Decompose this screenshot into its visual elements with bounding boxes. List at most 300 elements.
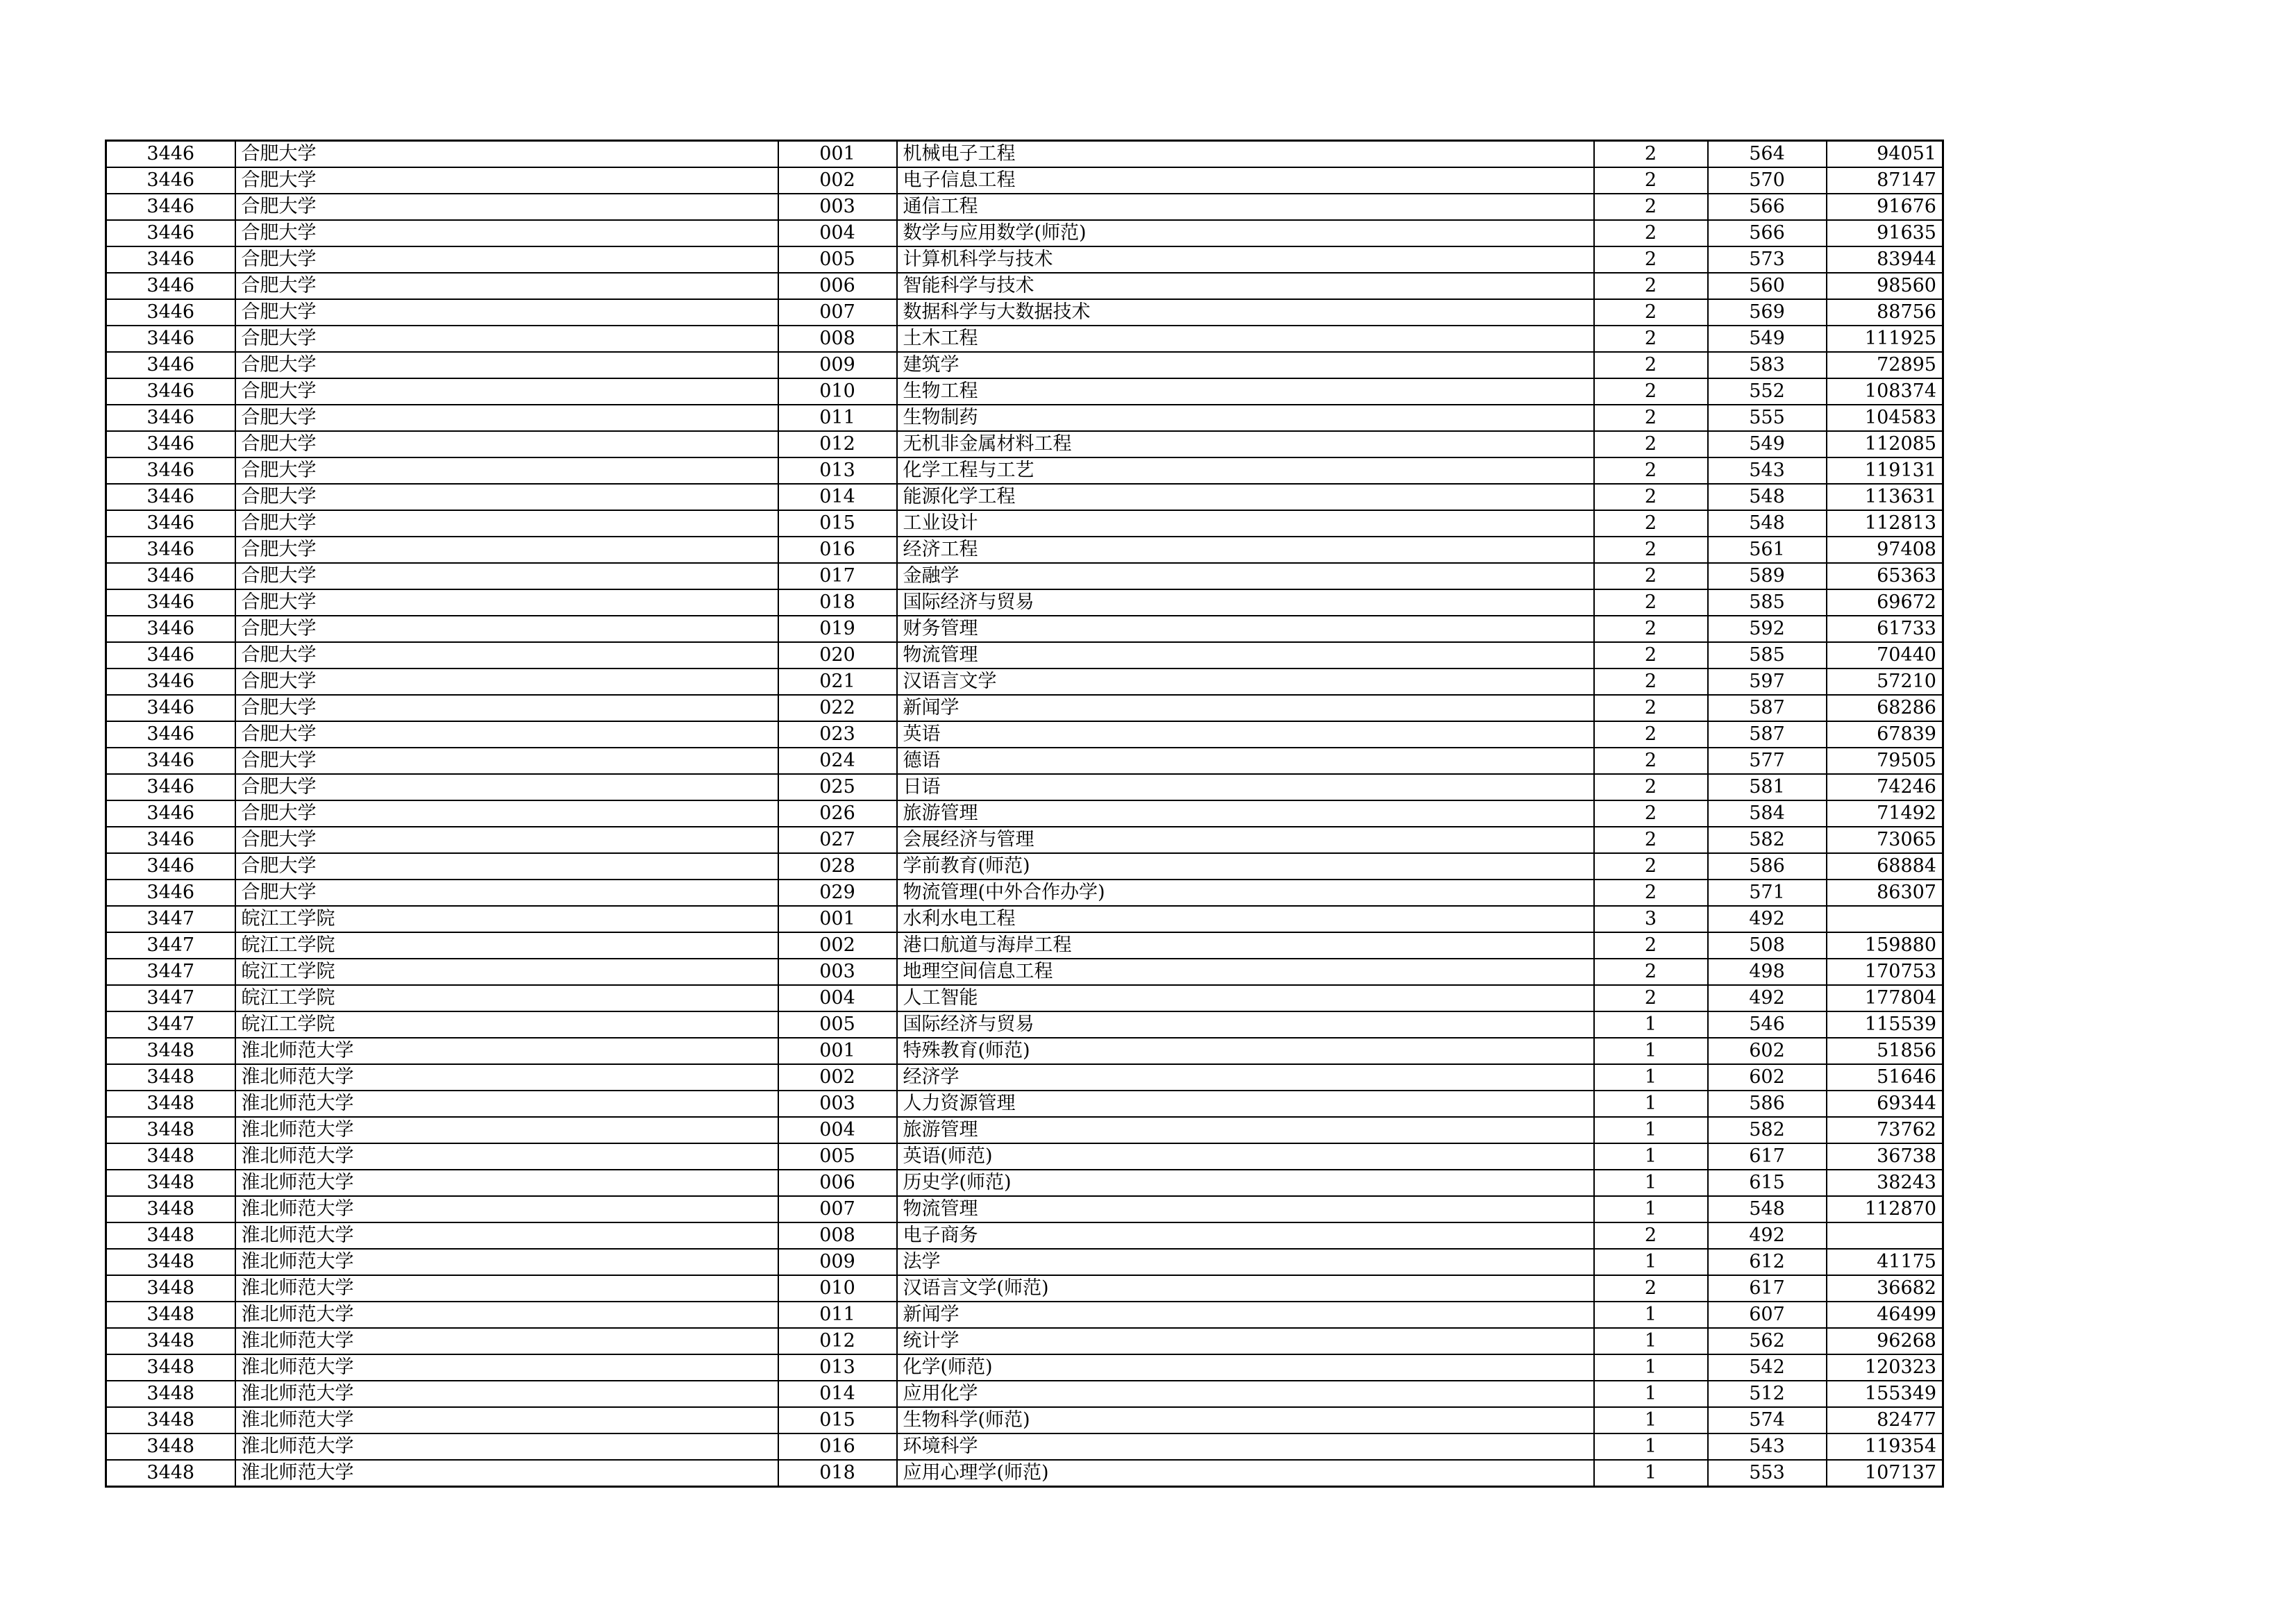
min-rank-cell: 87147 [1827,167,1943,194]
major-code-cell: 027 [778,827,897,853]
major-code-cell: 025 [778,774,897,800]
major-code-cell: 012 [778,1328,897,1354]
min-score-cell: 553 [1708,1460,1827,1487]
major-code-cell: 018 [778,1460,897,1487]
major-name-cell: 人力资源管理 [897,1091,1594,1117]
min-rank-cell: 36682 [1827,1275,1943,1302]
major-name-cell: 电子信息工程 [897,167,1594,194]
major-code-cell: 004 [778,985,897,1011]
major-name-cell: 环境科学 [897,1433,1594,1460]
table-row [106,1433,1943,1460]
min-rank-cell: 113631 [1827,484,1943,510]
major-code-cell: 007 [778,1196,897,1222]
plan-count-cell: 2 [1594,1275,1708,1302]
school-code-cell: 3446 [106,827,235,853]
min-score-cell: 548 [1708,510,1827,537]
school-name-cell: 淮北师范大学 [235,1328,778,1354]
school-code-cell: 3446 [106,668,235,695]
min-rank-cell: 177804 [1827,985,1943,1011]
major-name-cell: 经济工程 [897,537,1594,563]
min-score-cell: 573 [1708,246,1827,273]
major-name-cell: 地理空间信息工程 [897,959,1594,985]
school-code-cell: 3448 [106,1143,235,1170]
major-code-cell: 006 [778,273,897,299]
min-rank-cell: 71492 [1827,800,1943,827]
min-score-cell: 584 [1708,800,1827,827]
major-code-cell: 026 [778,800,897,827]
major-name-cell: 国际经济与贸易 [897,1011,1594,1038]
school-name-cell: 合肥大学 [235,537,778,563]
table-row [106,1117,1943,1143]
school-name-cell: 合肥大学 [235,721,778,748]
school-name-cell: 合肥大学 [235,695,778,721]
school-name-cell: 合肥大学 [235,431,778,457]
min-rank-cell: 86307 [1827,880,1943,906]
major-name-cell: 物流管理 [897,642,1594,668]
school-code-cell: 3448 [106,1064,235,1091]
major-code-cell: 015 [778,1407,897,1433]
table-row [106,695,1943,721]
plan-count-cell: 2 [1594,748,1708,774]
plan-count-cell: 2 [1594,141,1708,168]
min-score-cell: 492 [1708,1222,1827,1249]
table-row [106,1354,1943,1381]
table-row [106,299,1943,326]
school-code-cell: 3446 [106,484,235,510]
min-score-cell: 564 [1708,141,1827,168]
major-code-cell: 001 [778,1038,897,1064]
min-rank-cell: 120323 [1827,1354,1943,1381]
plan-count-cell: 1 [1594,1460,1708,1487]
plan-count-cell: 1 [1594,1117,1708,1143]
min-rank-cell: 88756 [1827,299,1943,326]
major-code-cell: 003 [778,194,897,220]
major-code-cell: 011 [778,405,897,431]
school-code-cell: 3448 [106,1249,235,1275]
table-row [106,1222,1943,1249]
table-row [106,167,1943,194]
major-name-cell: 水利水电工程 [897,906,1594,932]
major-code-cell: 009 [778,1249,897,1275]
min-score-cell: 585 [1708,589,1827,616]
school-name-cell: 淮北师范大学 [235,1381,778,1407]
table-row [106,1249,1943,1275]
major-name-cell: 人工智能 [897,985,1594,1011]
school-code-cell: 3448 [106,1328,235,1354]
min-rank-cell: 82477 [1827,1407,1943,1433]
table-row [106,748,1943,774]
plan-count-cell: 2 [1594,352,1708,378]
school-code-cell: 3448 [106,1354,235,1381]
school-name-cell: 淮北师范大学 [235,1275,778,1302]
plan-count-cell: 2 [1594,800,1708,827]
min-rank-cell: 111925 [1827,326,1943,352]
table-row [106,510,1943,537]
school-name-cell: 合肥大学 [235,668,778,695]
plan-count-cell: 2 [1594,431,1708,457]
school-name-cell: 皖江工学院 [235,985,778,1011]
school-name-cell: 合肥大学 [235,326,778,352]
min-rank-cell: 83944 [1827,246,1943,273]
min-score-cell: 617 [1708,1275,1827,1302]
major-code-cell: 001 [778,141,897,168]
major-code-cell: 010 [778,378,897,405]
major-code-cell: 017 [778,563,897,589]
school-name-cell: 淮北师范大学 [235,1433,778,1460]
school-code-cell: 3446 [106,273,235,299]
table-row [106,1170,1943,1196]
school-code-cell: 3448 [106,1222,235,1249]
school-name-cell: 合肥大学 [235,167,778,194]
min-rank-cell [1827,1222,1943,1249]
plan-count-cell: 2 [1594,853,1708,880]
school-name-cell: 淮北师范大学 [235,1143,778,1170]
min-score-cell: 566 [1708,194,1827,220]
school-code-cell: 3446 [106,194,235,220]
school-name-cell: 合肥大学 [235,141,778,168]
major-name-cell: 德语 [897,748,1594,774]
min-rank-cell: 61733 [1827,616,1943,642]
table-row [106,959,1943,985]
min-rank-cell: 170753 [1827,959,1943,985]
plan-count-cell: 1 [1594,1038,1708,1064]
school-name-cell: 合肥大学 [235,563,778,589]
min-score-cell: 571 [1708,880,1827,906]
plan-count-cell: 2 [1594,378,1708,405]
school-code-cell: 3448 [106,1038,235,1064]
major-name-cell: 生物科学(师范) [897,1407,1594,1433]
major-code-cell: 011 [778,1302,897,1328]
table-row [106,800,1943,827]
school-code-cell: 3447 [106,932,235,959]
plan-count-cell: 2 [1594,246,1708,273]
school-code-cell: 3446 [106,563,235,589]
min-score-cell: 512 [1708,1381,1827,1407]
table-row [106,642,1943,668]
school-name-cell: 合肥大学 [235,774,778,800]
min-score-cell: 555 [1708,405,1827,431]
table-row [106,1328,1943,1354]
min-rank-cell: 73065 [1827,827,1943,853]
school-code-cell: 3446 [106,748,235,774]
school-name-cell: 皖江工学院 [235,932,778,959]
school-name-cell: 合肥大学 [235,194,778,220]
plan-count-cell: 2 [1594,827,1708,853]
school-name-cell: 合肥大学 [235,220,778,246]
major-name-cell: 机械电子工程 [897,141,1594,168]
major-name-cell: 数学与应用数学(师范) [897,220,1594,246]
min-score-cell: 602 [1708,1064,1827,1091]
major-code-cell: 019 [778,616,897,642]
min-rank-cell: 97408 [1827,537,1943,563]
min-rank-cell: 51646 [1827,1064,1943,1091]
min-score-cell: 587 [1708,721,1827,748]
plan-count-cell: 2 [1594,589,1708,616]
school-code-cell: 3446 [106,616,235,642]
min-score-cell: 607 [1708,1302,1827,1328]
table-row [106,563,1943,589]
min-score-cell: 615 [1708,1170,1827,1196]
min-score-cell: 602 [1708,1038,1827,1064]
min-rank-cell: 108374 [1827,378,1943,405]
plan-count-cell: 2 [1594,220,1708,246]
min-score-cell: 582 [1708,827,1827,853]
school-name-cell: 合肥大学 [235,827,778,853]
min-score-cell: 570 [1708,167,1827,194]
min-rank-cell: 69344 [1827,1091,1943,1117]
table-row [106,1038,1943,1064]
major-code-cell: 014 [778,484,897,510]
min-score-cell: 617 [1708,1143,1827,1170]
min-score-cell: 589 [1708,563,1827,589]
school-name-cell: 合肥大学 [235,616,778,642]
school-name-cell: 合肥大学 [235,589,778,616]
table-row [106,1011,1943,1038]
min-rank-cell: 119354 [1827,1433,1943,1460]
plan-count-cell: 1 [1594,1170,1708,1196]
min-rank-cell: 57210 [1827,668,1943,695]
plan-count-cell: 1 [1594,1381,1708,1407]
min-score-cell: 582 [1708,1117,1827,1143]
major-code-cell: 005 [778,246,897,273]
major-name-cell: 化学工程与工艺 [897,457,1594,484]
table-row [106,827,1943,853]
min-rank-cell: 70440 [1827,642,1943,668]
school-name-cell: 合肥大学 [235,457,778,484]
plan-count-cell: 2 [1594,695,1708,721]
min-score-cell: 548 [1708,484,1827,510]
school-name-cell: 淮北师范大学 [235,1038,778,1064]
plan-count-cell: 2 [1594,1222,1708,1249]
plan-count-cell: 2 [1594,194,1708,220]
major-code-cell: 016 [778,1433,897,1460]
school-name-cell: 皖江工学院 [235,959,778,985]
major-name-cell: 工业设计 [897,510,1594,537]
min-score-cell: 552 [1708,378,1827,405]
plan-count-cell: 1 [1594,1196,1708,1222]
school-code-cell: 3446 [106,589,235,616]
min-score-cell: 492 [1708,985,1827,1011]
table-row [106,880,1943,906]
min-rank-cell: 155349 [1827,1381,1943,1407]
table-row [106,405,1943,431]
min-score-cell: 546 [1708,1011,1827,1038]
major-name-cell: 特殊教育(师范) [897,1038,1594,1064]
min-rank-cell: 69672 [1827,589,1943,616]
table-row [106,1302,1943,1328]
school-code-cell: 3446 [106,405,235,431]
major-code-cell: 005 [778,1143,897,1170]
major-name-cell: 应用心理学(师范) [897,1460,1594,1487]
school-code-cell: 3446 [106,800,235,827]
min-score-cell: 612 [1708,1249,1827,1275]
major-name-cell: 会展经济与管理 [897,827,1594,853]
school-name-cell: 合肥大学 [235,273,778,299]
school-code-cell: 3448 [106,1433,235,1460]
major-name-cell: 建筑学 [897,352,1594,378]
min-rank-cell: 79505 [1827,748,1943,774]
school-code-cell: 3446 [106,774,235,800]
table-row [106,985,1943,1011]
table-row [106,220,1943,246]
min-score-cell: 508 [1708,932,1827,959]
min-score-cell: 543 [1708,457,1827,484]
min-score-cell: 498 [1708,959,1827,985]
plan-count-cell: 2 [1594,273,1708,299]
school-name-cell: 合肥大学 [235,405,778,431]
min-rank-cell: 72895 [1827,352,1943,378]
school-code-cell: 3446 [106,721,235,748]
major-name-cell: 新闻学 [897,1302,1594,1328]
plan-count-cell: 1 [1594,1011,1708,1038]
plan-count-cell: 1 [1594,1433,1708,1460]
plan-count-cell: 1 [1594,1064,1708,1091]
major-name-cell: 港口航道与海岸工程 [897,932,1594,959]
major-code-cell: 005 [778,1011,897,1038]
table-row [106,273,1943,299]
min-score-cell: 597 [1708,668,1827,695]
major-code-cell: 008 [778,1222,897,1249]
major-code-cell: 023 [778,721,897,748]
major-code-cell: 020 [778,642,897,668]
school-name-cell: 合肥大学 [235,352,778,378]
school-name-cell: 淮北师范大学 [235,1354,778,1381]
min-rank-cell: 107137 [1827,1460,1943,1487]
table-body [106,141,1943,1487]
major-code-cell: 002 [778,1064,897,1091]
min-rank-cell: 36738 [1827,1143,1943,1170]
school-name-cell: 合肥大学 [235,484,778,510]
major-name-cell: 物流管理 [897,1196,1594,1222]
school-code-cell: 3448 [106,1091,235,1117]
plan-count-cell: 2 [1594,959,1708,985]
major-name-cell: 生物工程 [897,378,1594,405]
major-name-cell: 金融学 [897,563,1594,589]
plan-count-cell: 1 [1594,1143,1708,1170]
school-code-cell: 3448 [106,1117,235,1143]
plan-count-cell: 2 [1594,537,1708,563]
table-row [106,1460,1943,1487]
school-code-cell: 3448 [106,1381,235,1407]
school-name-cell: 合肥大学 [235,748,778,774]
school-code-cell: 3448 [106,1460,235,1487]
school-name-cell: 合肥大学 [235,299,778,326]
major-name-cell: 土木工程 [897,326,1594,352]
school-code-cell: 3446 [106,642,235,668]
major-code-cell: 014 [778,1381,897,1407]
min-rank-cell: 104583 [1827,405,1943,431]
plan-count-cell: 2 [1594,642,1708,668]
school-code-cell: 3446 [106,537,235,563]
school-name-cell: 合肥大学 [235,246,778,273]
min-score-cell: 586 [1708,853,1827,880]
plan-count-cell: 1 [1594,1249,1708,1275]
major-name-cell: 新闻学 [897,695,1594,721]
min-score-cell: 542 [1708,1354,1827,1381]
plan-count-cell: 2 [1594,774,1708,800]
admission-table [105,140,1944,1488]
major-code-cell: 022 [778,695,897,721]
major-code-cell: 004 [778,220,897,246]
plan-count-cell: 1 [1594,1407,1708,1433]
table-row [106,853,1943,880]
min-score-cell: 543 [1708,1433,1827,1460]
table-row [106,932,1943,959]
table-row [106,194,1943,220]
min-rank-cell: 91635 [1827,220,1943,246]
major-name-cell: 旅游管理 [897,1117,1594,1143]
min-rank-cell: 112085 [1827,431,1943,457]
major-name-cell: 英语(师范) [897,1143,1594,1170]
school-code-cell: 3447 [106,1011,235,1038]
table-row [106,1381,1943,1407]
major-code-cell: 001 [778,906,897,932]
table-row [106,906,1943,932]
school-code-cell: 3446 [106,141,235,168]
school-name-cell: 合肥大学 [235,800,778,827]
plan-count-cell: 1 [1594,1328,1708,1354]
major-name-cell: 学前教育(师范) [897,853,1594,880]
school-code-cell: 3446 [106,457,235,484]
major-code-cell: 004 [778,1117,897,1143]
table-row [106,1275,1943,1302]
plan-count-cell: 1 [1594,1302,1708,1328]
plan-count-cell: 1 [1594,1354,1708,1381]
major-name-cell: 物流管理(中外合作办学) [897,880,1594,906]
plan-count-cell: 2 [1594,484,1708,510]
major-name-cell: 汉语言文学(师范) [897,1275,1594,1302]
school-code-cell: 3446 [106,326,235,352]
table-row [106,616,1943,642]
school-name-cell: 淮北师范大学 [235,1249,778,1275]
school-name-cell: 淮北师范大学 [235,1460,778,1487]
table-row [106,484,1943,510]
major-code-cell: 003 [778,1091,897,1117]
table-row [106,668,1943,695]
school-code-cell: 3446 [106,880,235,906]
plan-count-cell: 2 [1594,616,1708,642]
major-name-cell: 旅游管理 [897,800,1594,827]
school-code-cell: 3446 [106,431,235,457]
school-name-cell: 淮北师范大学 [235,1064,778,1091]
school-code-cell: 3448 [106,1196,235,1222]
school-code-cell: 3447 [106,985,235,1011]
school-name-cell: 皖江工学院 [235,906,778,932]
major-name-cell: 生物制药 [897,405,1594,431]
major-code-cell: 007 [778,299,897,326]
plan-count-cell: 2 [1594,299,1708,326]
min-score-cell: 586 [1708,1091,1827,1117]
school-code-cell: 3446 [106,167,235,194]
min-rank-cell: 38243 [1827,1170,1943,1196]
plan-count-cell: 2 [1594,880,1708,906]
min-score-cell: 574 [1708,1407,1827,1433]
major-name-cell: 统计学 [897,1328,1594,1354]
school-code-cell: 3446 [106,352,235,378]
major-name-cell: 无机非金属材料工程 [897,431,1594,457]
min-score-cell: 548 [1708,1196,1827,1222]
min-score-cell: 492 [1708,906,1827,932]
school-code-cell: 3446 [106,220,235,246]
min-rank-cell: 159880 [1827,932,1943,959]
school-code-cell: 3446 [106,510,235,537]
major-code-cell: 015 [778,510,897,537]
min-rank-cell: 68286 [1827,695,1943,721]
major-code-cell: 002 [778,167,897,194]
school-code-cell: 3446 [106,378,235,405]
plan-count-cell: 2 [1594,167,1708,194]
table-row [106,774,1943,800]
